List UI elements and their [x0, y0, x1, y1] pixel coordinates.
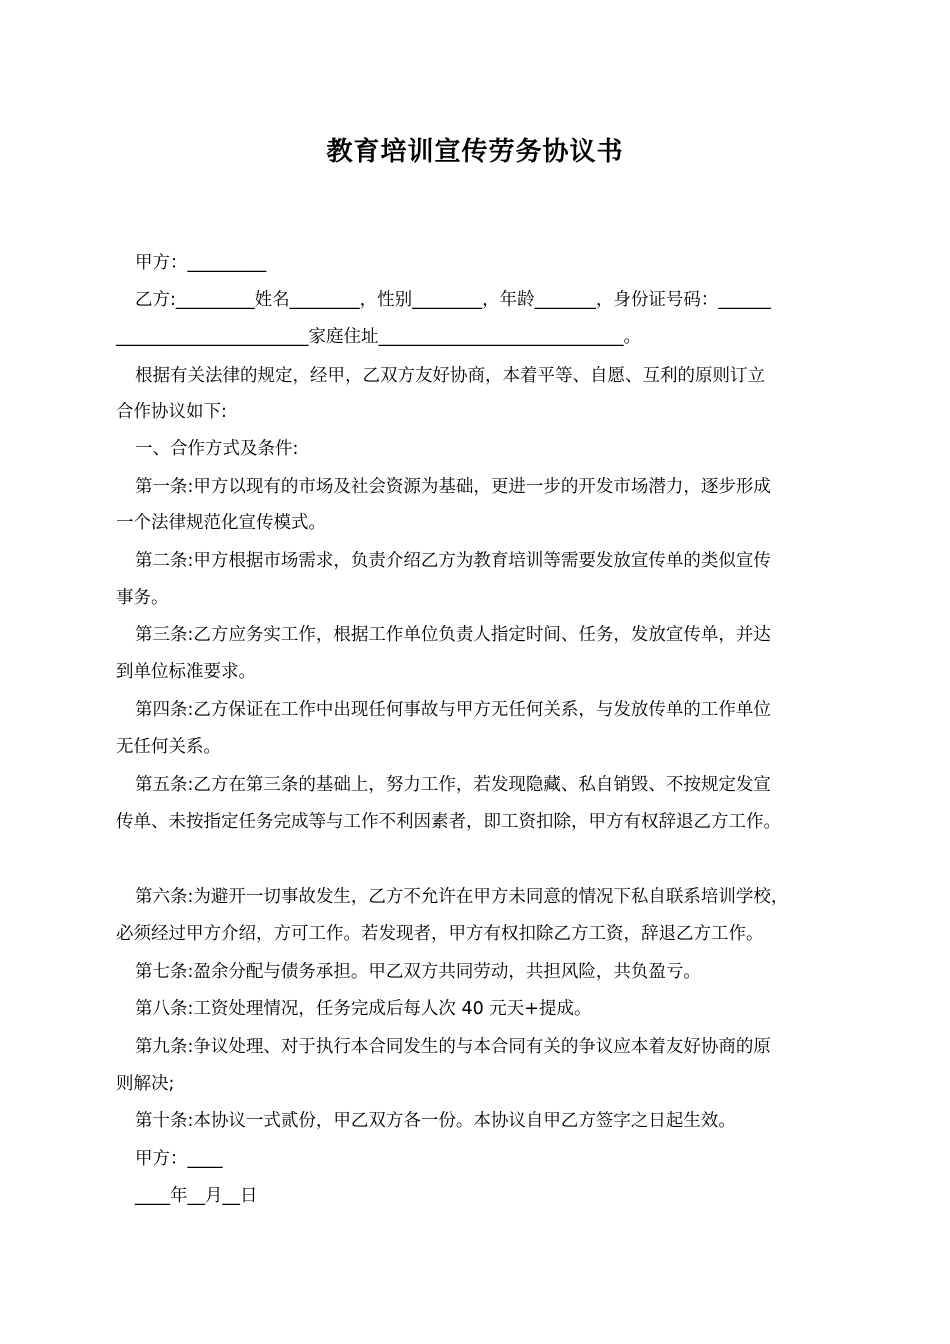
signature-party-a: 甲方：____	[135, 1149, 223, 1169]
party-a-line: 甲方：_________	[135, 253, 267, 273]
party-b-line: 乙方:_________姓名________，性别________，年龄_______，身份证号码：______	[135, 290, 771, 310]
article-3-line-1: 第三条:乙方应务实工作，根据工作单位负责人指定时间、任务，发放宣传单，并达	[135, 625, 771, 645]
article-5-line-1: 第五条:乙方在第三条的基础上，努力工作，若发现隐藏、私自销毁、不按规定发宣	[135, 775, 771, 795]
signature-date: ____年__月__日	[135, 1186, 258, 1206]
article-9-line-2: 则解决;	[116, 1074, 175, 1094]
article-2-line-2: 事务。	[116, 588, 169, 608]
preamble-line-2: 合作协议如下:	[116, 402, 227, 422]
article-8-line: 第八条:工资处理情况，任务完成后每人次 40 元天+提成。	[135, 999, 592, 1019]
article-2-line-1: 第二条:甲方根据市场需求，负责介绍乙方为教育培训等需要发放宣传单的类似宣传	[135, 551, 771, 571]
article-9-line-1: 第九条:争议处理、对于执行本合同发生的与本合同有关的争议应本着友好协商的原	[135, 1037, 771, 1057]
article-4-line-2: 无任何关系。	[116, 737, 221, 757]
party-b-address-line: ______________________家庭住址____________________________。	[116, 327, 641, 347]
article-6-line-2: 必须经过甲方介绍，方可工作。若发现者，甲方有权扣除乙方工资，辞退乙方工作。	[116, 924, 764, 944]
article-1-line-1: 第一条:甲方以现有的市场及社会资源为基础，更进一步的开发市场潜力，逐步形成	[135, 477, 771, 497]
article-5-line-2: 传单、未按指定任务完成等与工作不利因素者，即工资扣除，甲方有权辞退乙方工作。	[116, 812, 781, 832]
article-6-line-1: 第六条:为避开一切事故发生，乙方不允许在甲方未同意的情况下私自联系培训学校，	[135, 887, 789, 907]
section-heading: 一、合作方式及条件:	[135, 439, 299, 459]
article-4-line-1: 第四条:乙方保证在工作中出现任何事故与甲方无任何关系，与发放传单的工作单位	[135, 700, 771, 720]
article-1-line-2: 一个法律规范化宣传模式。	[116, 513, 326, 533]
article-3-line-2: 到单位标准要求。	[116, 662, 256, 682]
article-10-line: 第十条:本协议一式贰份，甲乙双方各一份。本协议自甲乙方签字之日起生效。	[135, 1111, 736, 1131]
article-7-line: 第七条:盈余分配与债务承担。甲乙双方共同劳动，共担风险，共负盈亏。	[135, 962, 701, 982]
document-title: 教育培训宣传劳务协议书	[326, 137, 624, 167]
preamble-line-1: 根据有关法律的规定，经甲，乙双方友好协商，本着平等、自愿、互利的原则订立	[135, 366, 765, 386]
